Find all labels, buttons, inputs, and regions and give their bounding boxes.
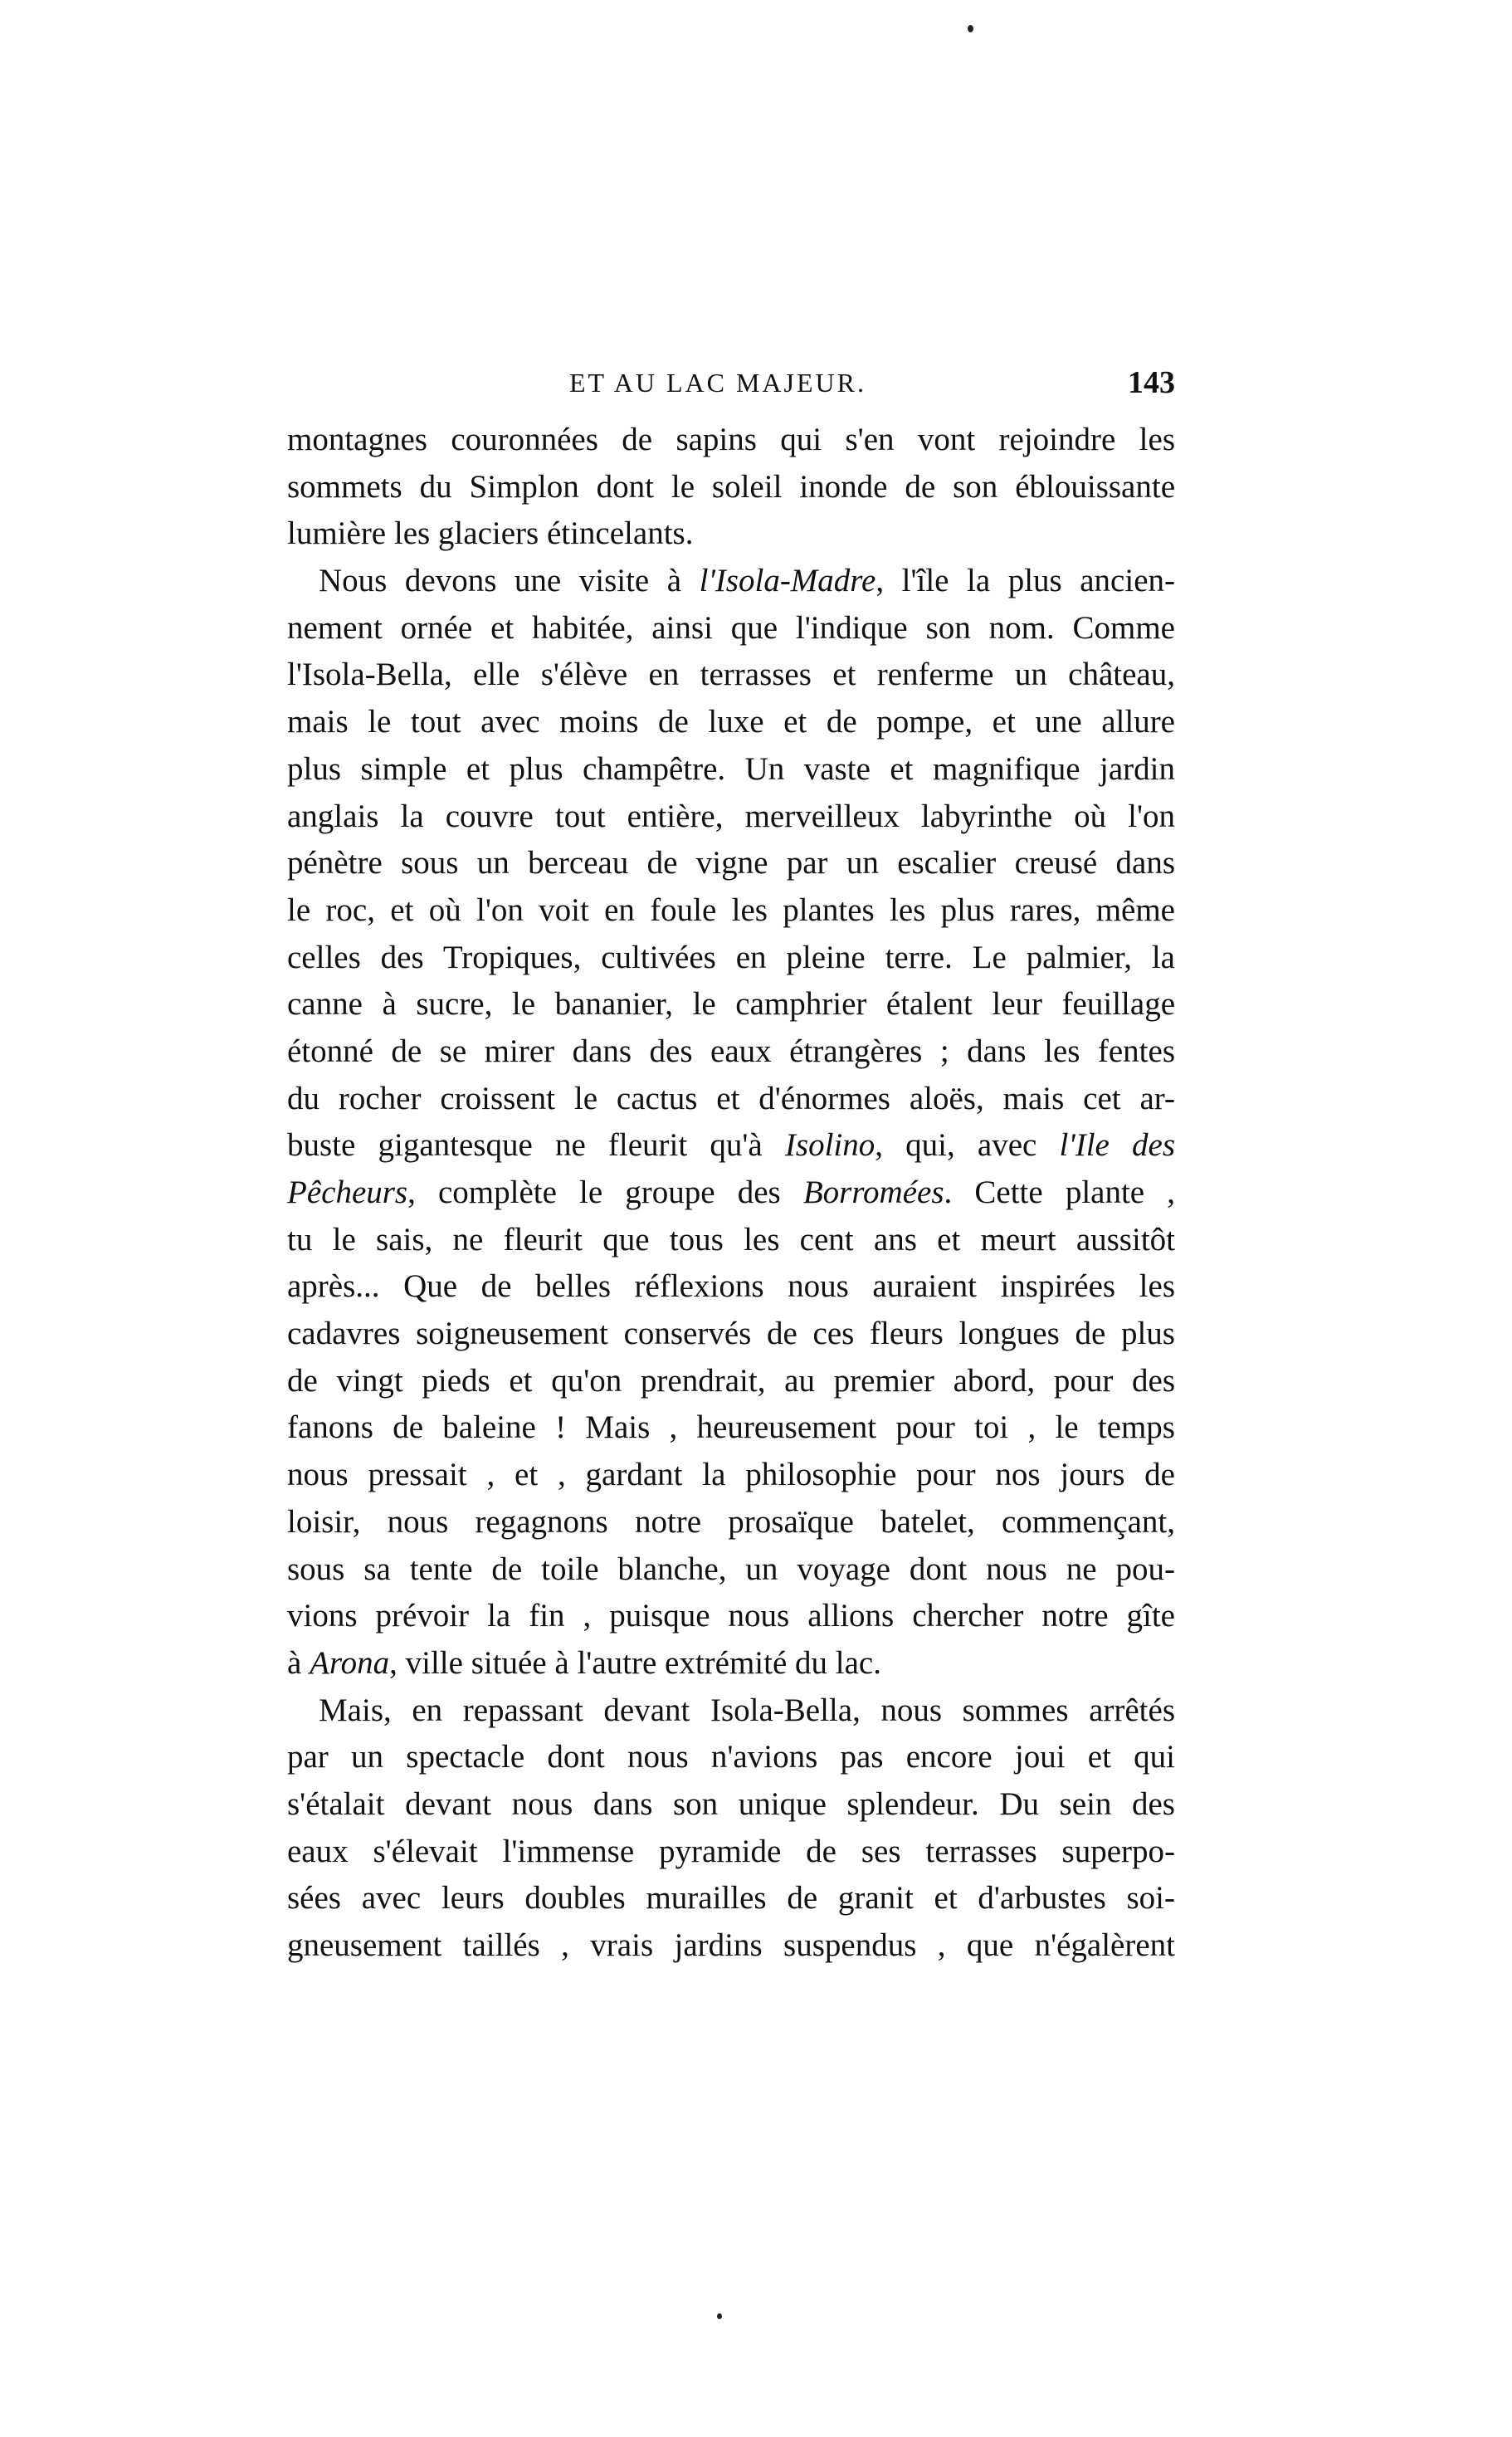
italic-span: l'Ile des [1059, 1127, 1175, 1164]
text-line: sommets du Simplon dont le soleil inonde de son éblouissante [287, 468, 1175, 505]
text-line: lumière les glaciers étincelants. [287, 515, 694, 552]
text-line: mais le tout avec moins de luxe et de pompe, et une allure [287, 704, 1175, 740]
scan-speck [968, 25, 973, 32]
text-line: de vingt pieds et qu'on prendrait, au premier abord, pour des [287, 1362, 1175, 1399]
text-line: étonné de se mirer dans des eaux étrangères ; dans les fentes [287, 1033, 1175, 1069]
page-number: 143 [1128, 365, 1175, 400]
text-line: sées avec leurs doubles murailles de granit et d'arbustes soi- [287, 1880, 1175, 1917]
italic-span: l'Isola-Madre [699, 563, 876, 599]
text-line: nement ornée et habitée, ainsi que l'indique son nom. Comme [287, 609, 1175, 646]
text-line: fanons de baleine ! Mais , heureusement pour toi , le temps [287, 1409, 1175, 1446]
text-line: l'Isola-Bella, elle s'élève en terrasses et renferme un château, [287, 657, 1175, 693]
text-line: Nous devons une visite à l'Isola-Madre, l'île la plus ancien- [319, 563, 1175, 599]
text-line: cadavres soigneusement conservés de ces fleurs longues de plus [287, 1316, 1175, 1352]
running-head: ET AU LAC MAJEUR. [569, 368, 866, 398]
text-line: buste gigantesque ne fleurit qu'à Isolino, qui, avec l'Ile des [287, 1127, 1175, 1164]
text-line: Pêcheurs, complète le groupe des Borromées. Cette plante , [287, 1175, 1175, 1210]
text-line: loisir, nous regagnons notre prosaïque batelet, commençant, [287, 1503, 1175, 1540]
text-line: s'étalait devant nous dans son unique splendeur. Du sein des [287, 1785, 1175, 1822]
text-line: à Arona, ville située à l'autre extrémité du lac. [287, 1644, 881, 1681]
text-line: vions prévoir la fin , puisque nous allions chercher notre gîte [287, 1598, 1175, 1634]
page-header [287, 365, 1175, 409]
text-line: eaux s'élevait l'immense pyramide de ses terrasses superpo- [287, 1833, 1175, 1869]
text-line: tu le sais, ne fleurit que tous les cent ans et meurt aussitôt [287, 1221, 1175, 1258]
text-line: canne à sucre, le bananier, le camphrier étalent leur feuillage [287, 986, 1175, 1023]
text-line: le roc, et où l'on voit en foule les plantes les plus rares, même [287, 891, 1175, 928]
text-line: nous pressait , et , gardant la philosophie pour nos jours de [287, 1457, 1175, 1493]
text-line: montagnes couronnées de sapins qui s'en vont rejoindre les [287, 422, 1175, 457]
scan-speck [717, 2313, 722, 2319]
italic-span: Pêcheurs [287, 1175, 408, 1210]
text-line: plus simple et plus champêtre. Un vaste et magnifique jardin [287, 750, 1175, 787]
italic-span: Arona [310, 1644, 390, 1681]
italic-span: Isolino [784, 1127, 875, 1164]
italic-span: Borromées [802, 1175, 944, 1210]
text-line: du rocher croissent le cactus et d'énormes aloës, mais cet ar- [287, 1080, 1175, 1116]
text-line: Mais, en repassant devant Isola-Bella, nous sommes arrêtés [319, 1692, 1175, 1728]
body-text [287, 417, 1175, 1970]
text-line: pénètre sous un berceau de vigne par un escalier creusé dans [287, 845, 1175, 882]
text-line: anglais la couvre tout entière, merveilleux labyrinthe où l'on [287, 798, 1175, 834]
text-line: gneusement taillés , vrais jardins suspendus , que n'égalèrent [287, 1927, 1175, 1963]
text-line: par un spectacle dont nous n'avions pas encore joui et qui [287, 1739, 1175, 1775]
text-line: après... Que de belles réflexions nous auraient inspirées les [287, 1268, 1175, 1305]
text-line: sous sa tente de toile blanche, un voyage dont nous ne pou- [287, 1551, 1175, 1587]
text-line: celles des Tropiques, cultivées en pleine terre. Le palmier, la [287, 939, 1175, 975]
